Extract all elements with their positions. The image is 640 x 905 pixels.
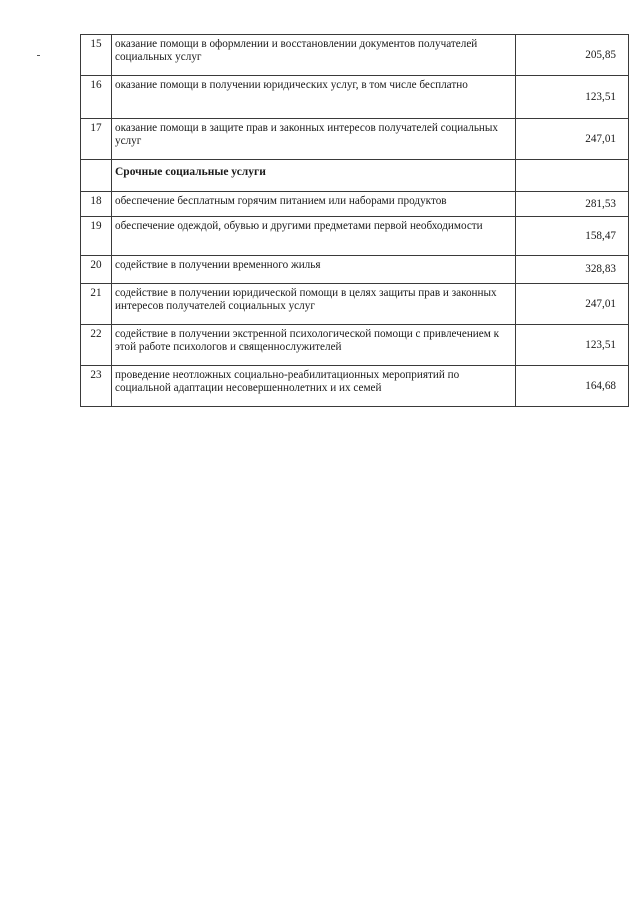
service-price: 247,01 bbox=[516, 119, 629, 160]
service-price: 164,68 bbox=[516, 366, 629, 407]
table-row bbox=[81, 76, 629, 119]
table-row bbox=[81, 119, 629, 160]
service-price: 123,51 bbox=[516, 76, 629, 119]
row-number: 19 bbox=[81, 217, 112, 256]
service-description: обеспечение бесплатным горячим питанием или наборами продуктов bbox=[112, 192, 516, 217]
service-price: 205,85 bbox=[516, 35, 629, 76]
services-price-table bbox=[80, 34, 629, 407]
empty-cell bbox=[81, 160, 112, 192]
row-number: 22 bbox=[81, 325, 112, 366]
table-row bbox=[81, 366, 629, 407]
table-row bbox=[81, 256, 629, 284]
row-number: 21 bbox=[81, 284, 112, 325]
service-price: 123,51 bbox=[516, 325, 629, 366]
service-price: 158,47 bbox=[516, 217, 629, 256]
service-price: 247,01 bbox=[516, 284, 629, 325]
table-row bbox=[81, 35, 629, 76]
table-row bbox=[81, 192, 629, 217]
scan-speck bbox=[37, 55, 40, 56]
row-number: 18 bbox=[81, 192, 112, 217]
service-description: обеспечение одеждой, обувью и другими предметами первой необходимости bbox=[112, 217, 516, 256]
empty-cell bbox=[516, 160, 629, 192]
service-price: 281,53 bbox=[516, 192, 629, 217]
service-description: оказание помощи в оформлении и восстановлении документов получателей социальных услуг bbox=[112, 35, 516, 76]
service-description: содействие в получении экстренной психологической помощи с привлечением к этой работе психологов и священнослужителей bbox=[112, 325, 516, 366]
section-header-row bbox=[81, 160, 629, 192]
row-number: 17 bbox=[81, 119, 112, 160]
row-number: 20 bbox=[81, 256, 112, 284]
service-description: содействие в получении временного жилья bbox=[112, 256, 516, 284]
table-row bbox=[81, 284, 629, 325]
table-row bbox=[81, 325, 629, 366]
row-number: 23 bbox=[81, 366, 112, 407]
row-number: 16 bbox=[81, 76, 112, 119]
table-row bbox=[81, 217, 629, 256]
service-description: оказание помощи в защите прав и законных интересов получателей социальных услуг bbox=[112, 119, 516, 160]
services-table-wrapper bbox=[80, 34, 628, 407]
service-description: оказание помощи в получении юридических услуг, в том числе бесплатно bbox=[112, 76, 516, 119]
service-description: проведение неотложных социально-реабилитационных мероприятий по социальной адаптации несовершеннолетних и их семей bbox=[112, 366, 516, 407]
service-description: содействие в получении юридической помощи в целях защиты прав и законных интересов получателей социальных услуг bbox=[112, 284, 516, 325]
service-price: 328,83 bbox=[516, 256, 629, 284]
section-title: Срочные социальные услуги bbox=[112, 160, 516, 192]
row-number: 15 bbox=[81, 35, 112, 76]
